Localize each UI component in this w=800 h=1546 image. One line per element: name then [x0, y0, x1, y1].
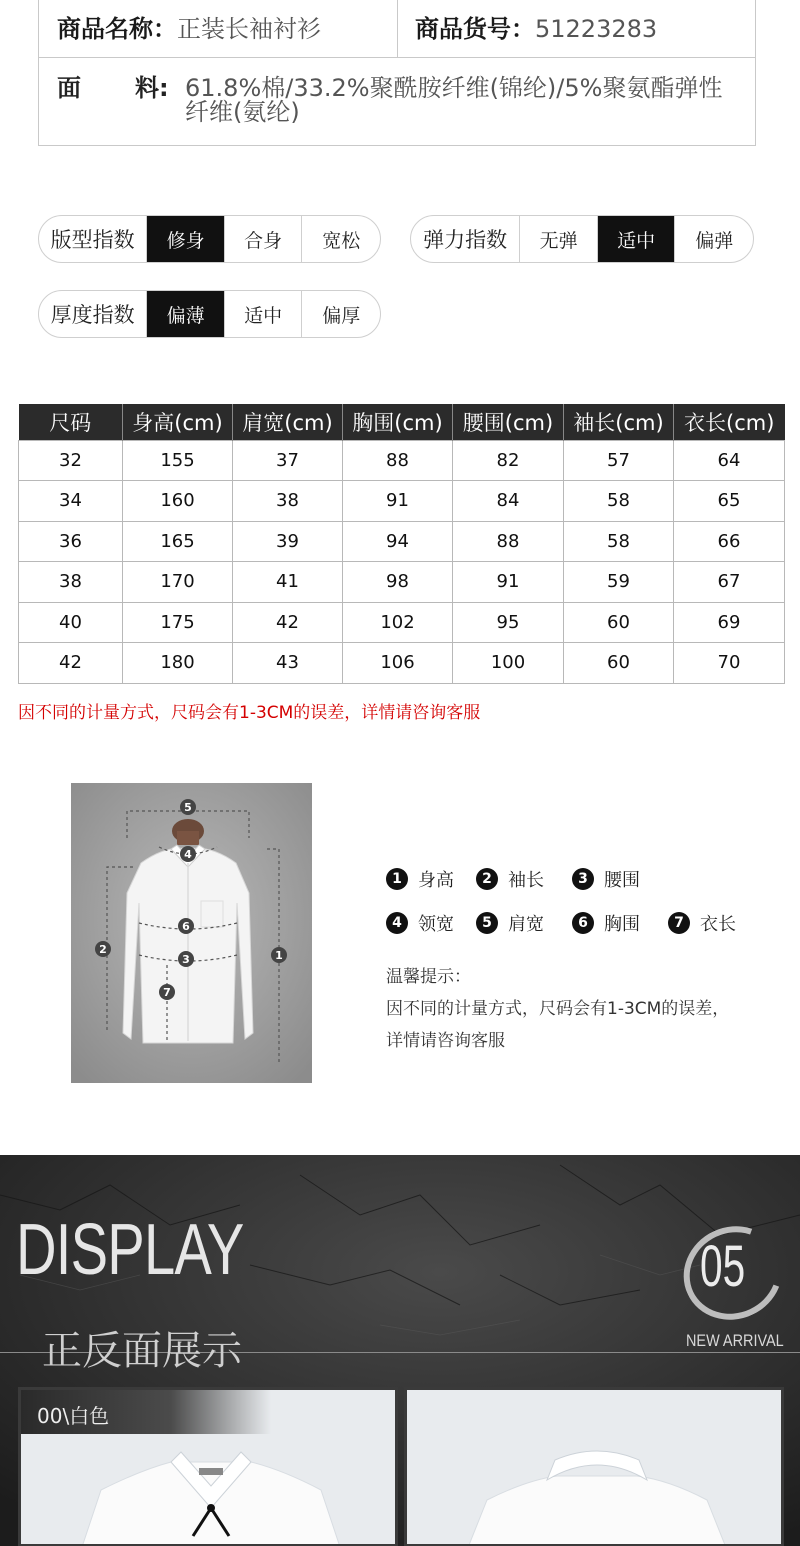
- thickness-option-medium[interactable]: 适中: [225, 291, 303, 337]
- elasticity-option-none[interactable]: 无弹: [520, 216, 598, 262]
- legend-item-sleeve: [476, 866, 544, 892]
- info-divider: [397, 0, 398, 58]
- color-tag: [21, 1390, 271, 1434]
- header-length: 衣长(cm): [674, 404, 785, 440]
- table-cell: 67: [674, 562, 785, 603]
- thickness-option-thick[interactable]: 偏厚: [322, 304, 361, 327]
- tip-line-1: 因不同的计量方式，尺码会有1-3CM的误差，: [386, 999, 730, 1019]
- tip-title: 温馨提示：: [386, 967, 471, 987]
- table-cell: 160: [123, 481, 233, 522]
- table-cell: 66: [674, 521, 785, 562]
- table-cell: 40: [19, 602, 123, 643]
- legend-item-height: [386, 866, 454, 892]
- table-cell: 38: [233, 481, 343, 522]
- color-tag-label: 00\白色: [37, 1404, 110, 1428]
- table-row: [19, 440, 785, 481]
- measurement-diagram: [71, 783, 312, 1083]
- header-size: 尺码: [19, 404, 123, 440]
- table-cell: 58: [564, 481, 674, 522]
- table-row: [19, 481, 785, 522]
- legend-number: 7: [668, 912, 690, 934]
- table-cell: 102: [343, 602, 453, 643]
- legend-label: 袖长: [508, 870, 544, 891]
- table-cell: 64: [674, 440, 785, 481]
- svg-text:7: 7: [163, 986, 171, 999]
- table-cell: 42: [19, 643, 123, 684]
- table-cell: 88: [343, 440, 453, 481]
- product-name-value: 正装长袖衬衫: [177, 15, 321, 43]
- header-shoulder: 肩宽(cm): [233, 404, 343, 440]
- fabric-label-1: 面: [57, 74, 81, 102]
- table-cell: 95: [453, 602, 564, 643]
- product-sku-label: 商品货号：: [415, 15, 535, 43]
- elasticity-option-high[interactable]: 偏弹: [695, 229, 734, 252]
- header-waist: 腰围(cm): [453, 404, 564, 440]
- table-cell: 69: [674, 602, 785, 643]
- svg-text:5: 5: [184, 801, 192, 814]
- table-cell: 106: [343, 643, 453, 684]
- table-cell: 100: [453, 643, 564, 684]
- legend-number: 1: [386, 868, 408, 890]
- header-chest: 胸围(cm): [343, 404, 453, 440]
- table-cell: 43: [233, 643, 343, 684]
- legend-number: 6: [572, 912, 594, 934]
- shirt-back-image: [407, 1390, 784, 1546]
- legend-number: 4: [386, 912, 408, 934]
- table-cell: 91: [453, 562, 564, 603]
- thickness-option-thin[interactable]: 偏薄: [147, 291, 225, 337]
- thickness-index-label: 厚度指数: [39, 291, 147, 337]
- table-cell: 57: [564, 440, 674, 481]
- fabric-value: 61.8%棉/33.2%聚酰胺纤维(锦纶)/5%聚氨酯弹性纤维(氨纶): [185, 74, 723, 126]
- legend-number: 2: [476, 868, 498, 890]
- svg-text:1: 1: [275, 949, 283, 962]
- legend-item-length: [668, 910, 736, 936]
- product-sku-value: 51223283: [535, 15, 658, 43]
- fabric-label-2: 料:: [135, 74, 169, 102]
- back-view-panel: [404, 1387, 784, 1546]
- badge-number: 05: [700, 1234, 746, 1299]
- table-cell: 65: [674, 481, 785, 522]
- table-cell: 36: [19, 521, 123, 562]
- tip-line-2: 详情请咨询客服: [386, 1031, 505, 1051]
- legend-number: 5: [476, 912, 498, 934]
- shirt-illustration: [71, 783, 312, 1083]
- table-cell: 41: [233, 562, 343, 603]
- table-row: [19, 643, 785, 684]
- product-name-label: 商品名称：: [57, 15, 177, 43]
- table-cell: 155: [123, 440, 233, 481]
- header-height: 身高(cm): [123, 404, 233, 440]
- table-cell: 70: [674, 643, 785, 684]
- legend-item-collar: [386, 910, 454, 936]
- front-view-panel: [18, 1387, 398, 1546]
- fit-option-slim[interactable]: 修身: [147, 216, 225, 262]
- table-cell: 34: [19, 481, 123, 522]
- table-cell: 91: [343, 481, 453, 522]
- legend-label: 领宽: [418, 914, 454, 935]
- svg-text:6: 6: [182, 920, 190, 933]
- fit-option-regular[interactable]: 合身: [225, 216, 303, 262]
- table-cell: 170: [123, 562, 233, 603]
- legend-item-waist: [572, 866, 640, 892]
- display-subtitle: 正反面展示: [42, 1328, 242, 1374]
- table-row: [19, 602, 785, 643]
- table-cell: 58: [564, 521, 674, 562]
- elasticity-index: [410, 215, 754, 263]
- legend-label: 腰围: [604, 870, 640, 891]
- size-table-header: [19, 404, 785, 440]
- svg-text:3: 3: [182, 953, 190, 966]
- table-cell: 60: [564, 643, 674, 684]
- product-info-row: [39, 0, 755, 58]
- legend-label: 身高: [418, 870, 454, 891]
- header-sleeve: 袖长(cm): [564, 404, 674, 440]
- table-cell: 60: [564, 602, 674, 643]
- fit-option-loose[interactable]: 宽松: [322, 229, 361, 252]
- table-cell: 175: [123, 602, 233, 643]
- svg-text:4: 4: [184, 848, 192, 861]
- table-row: [19, 521, 785, 562]
- product-info-box: [38, 0, 756, 146]
- badge-text: NEW ARRIVAL: [686, 1331, 784, 1350]
- table-cell: 82: [453, 440, 564, 481]
- legend-number: 3: [572, 868, 594, 890]
- table-cell: 180: [123, 643, 233, 684]
- elasticity-option-medium[interactable]: 适中: [598, 216, 676, 262]
- product-name: [57, 14, 321, 44]
- size-notice: 因不同的计量方式，尺码会有1-3CM的误差，详情请咨询客服: [18, 703, 481, 723]
- legend-label: 衣长: [700, 914, 736, 935]
- table-cell: 37: [233, 440, 343, 481]
- table-cell: 38: [19, 562, 123, 603]
- display-title: DISPLAY: [16, 1210, 244, 1290]
- fit-index-label: 版型指数: [39, 216, 147, 262]
- thickness-index: [38, 290, 381, 338]
- table-cell: 94: [343, 521, 453, 562]
- legend-item-chest: [572, 910, 640, 936]
- table-cell: 59: [564, 562, 674, 603]
- svg-text:2: 2: [99, 943, 107, 956]
- legend-label: 胸围: [604, 914, 640, 935]
- table-cell: 32: [19, 440, 123, 481]
- table-cell: 165: [123, 521, 233, 562]
- fit-index: [38, 215, 381, 263]
- product-sku: [415, 14, 657, 44]
- legend-item-shoulder: [476, 910, 544, 936]
- table-row: [19, 562, 785, 603]
- table-cell: 98: [343, 562, 453, 603]
- table-cell: 39: [233, 521, 343, 562]
- table-cell: 88: [453, 521, 564, 562]
- elasticity-index-label: 弹力指数: [411, 216, 520, 262]
- size-table: [18, 404, 785, 684]
- legend-label: 肩宽: [508, 914, 544, 935]
- display-section: [0, 1155, 800, 1546]
- table-cell: 84: [453, 481, 564, 522]
- table-cell: 42: [233, 602, 343, 643]
